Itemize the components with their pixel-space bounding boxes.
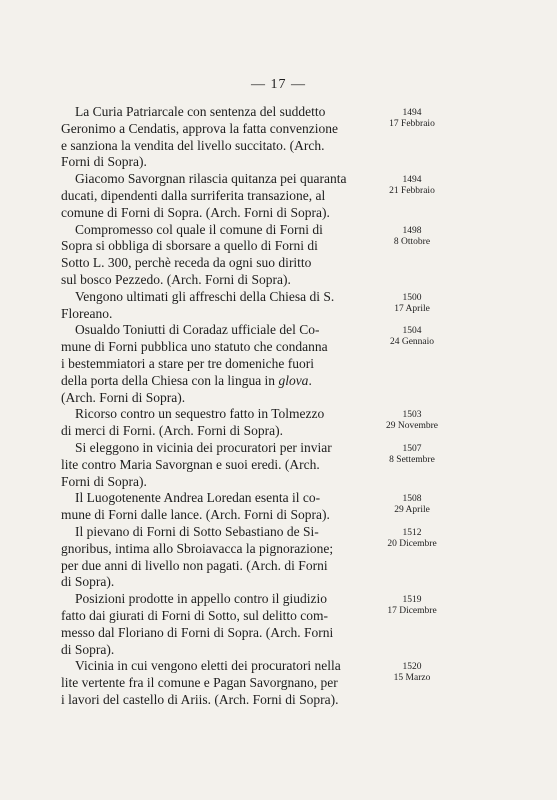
entry-line: Posizioni prodotte in appello contro il giudizio bbox=[75, 591, 327, 607]
entry-day: 8 Ottobre bbox=[393, 236, 431, 247]
chronicle-entry bbox=[0, 490, 557, 524]
entry-line: fatto dai giurati di Forni di Sotto, sul delitto com- bbox=[61, 607, 328, 623]
entry-date bbox=[378, 175, 446, 197]
chronicle-entry bbox=[0, 222, 557, 289]
entry-text bbox=[61, 104, 368, 171]
entry-line: Vicinia in cui vengono eletti dei procuratori nella bbox=[75, 658, 341, 674]
entry-day: 24 Gennaio bbox=[389, 337, 435, 348]
entry-line: lite contro Maria Savorgnan e suoi eredi. (Arch. bbox=[61, 456, 320, 472]
entry-day: 17 Dicembre bbox=[387, 606, 437, 617]
entry-text bbox=[61, 171, 368, 221]
entry-year: 1507 bbox=[402, 443, 422, 454]
entry-year: 1500 bbox=[402, 292, 422, 303]
entry-day: 17 Febbraio bbox=[389, 119, 435, 129]
entry-date bbox=[378, 662, 446, 684]
entry-date bbox=[378, 595, 446, 617]
chronicle-entry bbox=[0, 289, 557, 323]
entry-text bbox=[61, 322, 368, 406]
entry-line: Vengono ultimati gli affreschi della Chiesa di S. bbox=[75, 288, 335, 304]
entry-year: 1512 bbox=[402, 527, 422, 538]
entry-date bbox=[378, 528, 446, 550]
entry-line: i lavori del castello di Ariis. (Arch. Forni di Sopra). bbox=[61, 691, 339, 707]
entry-line: messo dal Floriano di Forni di Sopra. (Arch. Forni bbox=[61, 624, 334, 640]
entry-line: lite vertente fra il comune e Pagan Savorgnano, per bbox=[61, 675, 338, 691]
chronicle-entry bbox=[0, 591, 557, 658]
entry-text bbox=[61, 490, 368, 524]
entry-line: Floreano. bbox=[61, 305, 113, 321]
entry-text bbox=[61, 658, 368, 708]
chronicle-entries bbox=[0, 104, 557, 709]
chronicle-entry bbox=[0, 322, 557, 406]
entry-date bbox=[378, 226, 446, 248]
entry-line: sul bosco Pezzedo. (Arch. Forni di Sopra). bbox=[61, 271, 291, 287]
entry-year: 1494 bbox=[402, 108, 422, 118]
entry-text bbox=[61, 222, 368, 289]
entry-line: Osualdo Toniutti di Coradaz ufficiale del Co- bbox=[75, 322, 320, 338]
entry-line: La Curia Patriarcale con sentenza del suddetto bbox=[75, 104, 326, 119]
chronicle-entry bbox=[0, 104, 557, 171]
entry-year: 1508 bbox=[402, 494, 422, 505]
entry-line: Compromesso col quale il comune di Forni di bbox=[75, 221, 323, 237]
entry-day: 15 Marzo bbox=[393, 673, 431, 684]
entry-date bbox=[378, 494, 446, 516]
chronicle-entry bbox=[0, 440, 557, 490]
entry-year: 1504 bbox=[402, 326, 422, 337]
chronicle-entry bbox=[0, 658, 557, 708]
entry-line: (Arch. Forni di Sopra). bbox=[61, 389, 186, 405]
chronicle-entry bbox=[0, 406, 557, 440]
entry-line: mune di Forni pubblica uno statuto che condanna bbox=[61, 339, 328, 355]
entry-line: Giacomo Savorgnan rilascia quitanza pei quaranta bbox=[75, 171, 347, 187]
entry-line: Sopra si obbliga di sborsare a quello di Forni di bbox=[61, 238, 318, 254]
entry-line: gnoribus, intima allo Sbroiavacca la pignorazione; bbox=[61, 540, 334, 556]
entry-day: 17 Aprile bbox=[394, 303, 430, 314]
entry-date bbox=[378, 108, 446, 130]
entry-year: 1520 bbox=[402, 662, 422, 673]
page-number: — 17 — bbox=[251, 77, 306, 92]
entry-line: Sotto L. 300, perchè receda da ogni suo diritto bbox=[61, 255, 312, 271]
entry-date bbox=[378, 293, 446, 315]
entry-year: 1503 bbox=[402, 410, 422, 421]
entry-year: 1498 bbox=[402, 225, 422, 236]
entry-line: Il pievano di Forni di Sotto Sebastiano de Si- bbox=[75, 523, 319, 539]
entry-text bbox=[61, 524, 368, 591]
entry-line: Si eleggono in vicinia dei procuratori per inviar bbox=[75, 439, 332, 455]
entry-day: 8 Settembre bbox=[389, 454, 435, 465]
chronicle-entry bbox=[0, 524, 557, 591]
entry-text bbox=[61, 440, 368, 490]
entry-line: Forni di Sopra). bbox=[61, 154, 147, 170]
chronicle-entry bbox=[0, 171, 557, 221]
entry-line: della porta della Chiesa con la lingua in glova. bbox=[61, 372, 312, 388]
entry-day: 29 Aprile bbox=[394, 505, 430, 516]
entry-line: Geronimo a Cendatis, approva la fatta convenzione bbox=[61, 120, 339, 136]
entry-line: per due anni di livello non pagati. (Arch. di Forni bbox=[61, 557, 328, 573]
entry-text bbox=[61, 289, 368, 323]
entry-line: e sanziona la vendita del livello succitato. (Arch. bbox=[61, 137, 325, 153]
entry-line: Il Luogotenente Andrea Loredan esenta il co- bbox=[75, 490, 321, 506]
entry-line: i bestemmiatori a stare per tre domeniche fuori bbox=[61, 355, 315, 371]
entry-line: di merci di Forni. (Arch. Forni di Sopra). bbox=[61, 423, 283, 439]
entry-line: mune di Forni dalle lance. (Arch. Forni di Sopra). bbox=[61, 507, 330, 523]
entry-date bbox=[378, 326, 446, 348]
entry-day: 20 Dicembre bbox=[387, 538, 437, 549]
entry-line: comune di Forni di Sopra. (Arch. Forni di Sopra). bbox=[61, 204, 330, 220]
entry-date bbox=[378, 410, 446, 432]
entry-date bbox=[378, 444, 446, 466]
entry-year: 1494 bbox=[402, 175, 422, 186]
entry-text bbox=[61, 406, 368, 440]
entry-day: 21 Febbraio bbox=[389, 186, 435, 197]
entry-line: di Sopra). bbox=[61, 574, 115, 590]
entry-line: Forni di Sopra). bbox=[61, 473, 147, 489]
entry-text bbox=[61, 591, 368, 658]
entry-day: 29 Novembre bbox=[386, 421, 438, 432]
entry-line: Ricorso contro un sequestro fatto in Tolmezzo bbox=[75, 406, 325, 422]
entry-line: di Sopra). bbox=[61, 641, 115, 657]
entry-line: ducati, dipendenti dalla surriferita transazione, al bbox=[61, 187, 326, 203]
entry-year: 1519 bbox=[402, 595, 422, 606]
